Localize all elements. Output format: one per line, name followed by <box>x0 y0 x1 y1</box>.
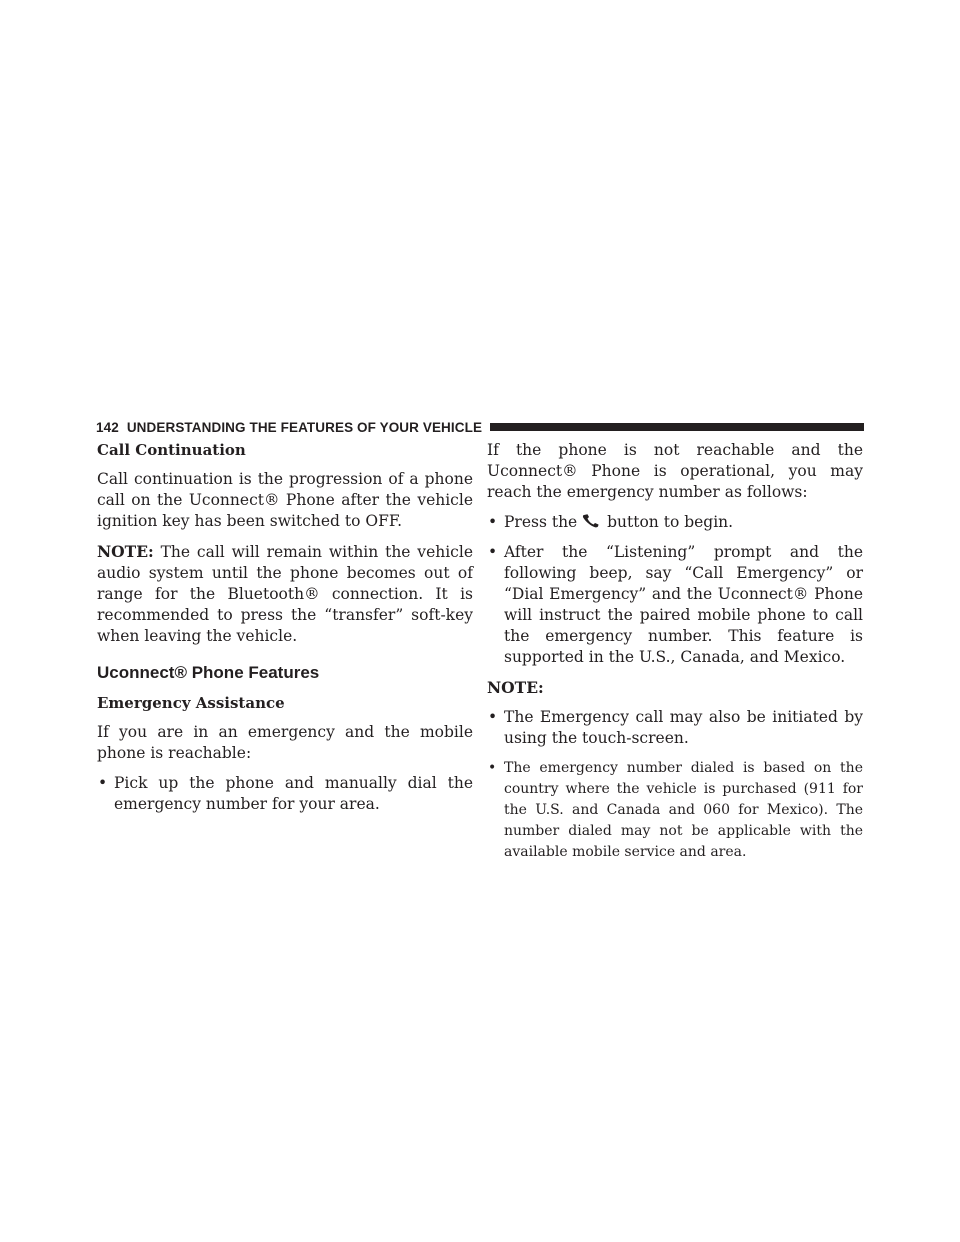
right-column <box>487 440 863 872</box>
call-continuation-heading: Call Continuation <box>97 441 246 459</box>
right-intro: If the phone is not reachable and the Uconnect® Phone is operational, you may reach the emergency number as follows: <box>487 441 863 501</box>
press-before: Press the <box>504 513 578 531</box>
note-bullet-text: The Emergency call may also be initiated by using the touch-screen. <box>504 708 863 747</box>
note-paragraph <box>97 541 473 647</box>
note-label-right: NOTE: <box>487 678 544 697</box>
note-bullet-text: The emergency number dialed is based on the country where the vehicle is purchased (911 for the U.S. and Canada and 060 for Mexico). The number dialed may not be applicable with the available mobile service and area. <box>504 760 863 860</box>
note-text: The call will remain within the vehicle audio system until the phone becomes out of range for the Bluetooth® connection. It is recommended to press the “transfer” soft-key when leaving the vehicle. <box>97 543 473 645</box>
section-title: UNDERSTANDING THE FEATURES OF YOUR VEHICLE <box>126 419 483 435</box>
page-header <box>96 418 864 436</box>
list-item <box>487 542 863 668</box>
bullet-icon: • <box>488 708 498 726</box>
phone-icon <box>582 514 602 528</box>
list-item <box>487 707 863 749</box>
call-continuation-text: Call continuation is the progression of a phone call on the Uconnect® Phone after the vehicle ignition key has been switched to OFF. <box>97 470 473 530</box>
bullet-icon: • <box>488 543 498 561</box>
bullet-icon: • <box>488 513 498 531</box>
list-item-text: Pick up the phone and manually dial the emergency number for your area. <box>114 774 473 813</box>
list-item <box>487 758 863 863</box>
list-item <box>97 773 473 815</box>
emergency-heading: Emergency Assistance <box>97 694 285 712</box>
header-rule <box>490 423 864 431</box>
bullet-icon: • <box>488 760 497 776</box>
bullet-icon: • <box>98 774 108 792</box>
page-number: 142 <box>96 419 119 435</box>
list-item <box>487 512 863 533</box>
emergency-intro: If you are in an emergency and the mobile phone is reachable: <box>97 723 473 762</box>
note-label: NOTE: <box>97 542 154 561</box>
features-heading: Uconnect® Phone Features <box>97 663 320 682</box>
left-column <box>97 440 473 824</box>
listening-text: After the “Listening” prompt and the following beep, say “Call Emergency” or “Dial Emergency” and the Uconnect® Phone will instruct the paired mobile phone to call the emergency number. This feature is supported in the U.S., Canada, and Mexico. <box>504 543 863 666</box>
press-after: button to begin. <box>607 513 734 531</box>
